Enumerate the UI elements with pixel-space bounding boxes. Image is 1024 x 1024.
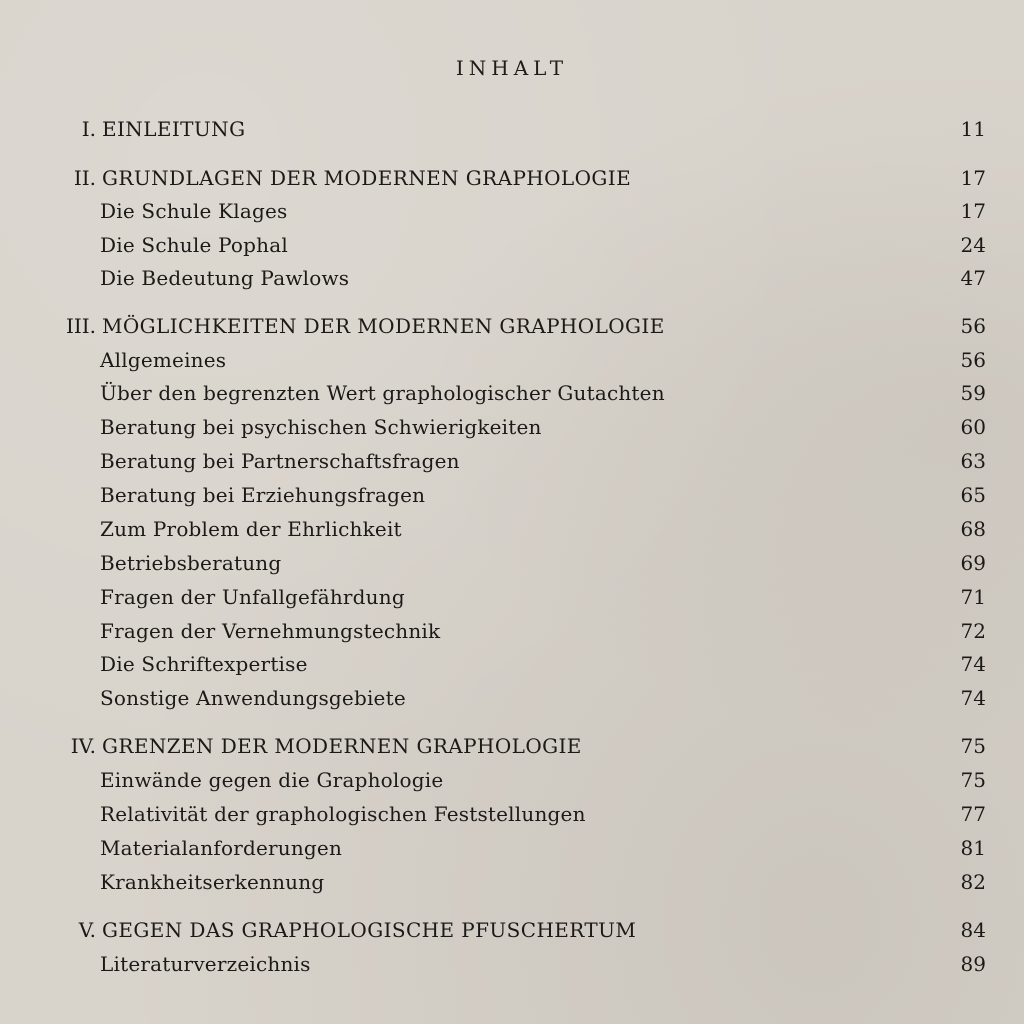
chapter-title: GEGEN DAS GRAPHOLOGISCHE PFUSCHERTUM	[102, 918, 637, 942]
page-number: 60	[960, 415, 986, 439]
page-number: 72	[960, 619, 986, 643]
toc-chapter	[0, 114, 1024, 144]
entry-title: Die Schule Klages	[100, 199, 288, 223]
chapter-numeral: IV.	[70, 734, 96, 758]
toc-entry	[0, 263, 1024, 293]
chapter-title: EINLEITUNG	[102, 117, 246, 141]
chapter-numeral: I.	[81, 117, 96, 141]
toc-chapter	[0, 311, 1024, 341]
entry-title: Materialanforderungen	[100, 836, 343, 860]
entry-title: Einwände gegen die Graphologie	[100, 768, 444, 792]
toc-entry	[0, 446, 1024, 476]
toc-entry	[0, 867, 1024, 897]
page-number: 17	[960, 199, 986, 223]
entry-title: Krankheitserkennung	[100, 870, 325, 894]
chapter-numeral: III.	[65, 314, 96, 338]
page-number: 81	[960, 836, 986, 860]
entry-title: Über den begrenzten Wert graphologischer Gutachten	[100, 381, 665, 405]
toc-chapter	[0, 163, 1024, 193]
entry-title: Die Schriftexpertise	[100, 652, 308, 676]
entry-title: Beratung bei Erziehungsfragen	[100, 483, 426, 507]
toc-entry	[0, 649, 1024, 679]
page-number: 82	[960, 870, 986, 894]
page-number: 69	[960, 551, 986, 575]
toc-entry	[0, 683, 1024, 713]
page-number: 47	[960, 266, 986, 290]
page-number: 65	[960, 483, 986, 507]
entry-title: Zum Problem der Ehrlichkeit	[100, 517, 402, 541]
page-number: 75	[960, 768, 986, 792]
toc-entry	[0, 833, 1024, 863]
page-number: 89	[960, 952, 986, 976]
toc-entry	[0, 514, 1024, 544]
toc-entry	[0, 949, 1024, 979]
toc-chapter	[0, 731, 1024, 761]
entry-title: Die Schule Pophal	[100, 233, 288, 257]
page-number: 84	[960, 918, 986, 942]
toc-entry	[0, 616, 1024, 646]
chapter-title: GRUNDLAGEN DER MODERNEN GRAPHOLOGIE	[102, 166, 632, 190]
toc-entry	[0, 412, 1024, 442]
toc-entry	[0, 480, 1024, 510]
page-number: 68	[960, 517, 986, 541]
entry-title: Fragen der Unfallgefährdung	[100, 585, 405, 609]
toc-entry	[0, 378, 1024, 408]
chapter-numeral: II.	[73, 166, 96, 190]
toc-entry	[0, 230, 1024, 260]
page-number: 24	[960, 233, 986, 257]
entry-title: Sonstige Anwendungsgebiete	[100, 686, 406, 710]
entry-title: Fragen der Vernehmungstechnik	[100, 619, 441, 643]
toc-entry	[0, 196, 1024, 226]
entry-title: Relativität der graphologischen Feststellungen	[100, 802, 586, 826]
page-number: 74	[960, 652, 986, 676]
page-number: 75	[960, 734, 986, 758]
chapter-numeral: V.	[78, 918, 96, 942]
page-number: 63	[960, 449, 986, 473]
page-number: 17	[960, 166, 986, 190]
toc-entry	[0, 799, 1024, 829]
chapter-title: GRENZEN DER MODERNEN GRAPHOLOGIE	[102, 734, 582, 758]
page-number: 11	[960, 117, 986, 141]
entry-title: Beratung bei psychischen Schwierigkeiten	[100, 415, 542, 439]
entry-title: Beratung bei Partnerschaftsfragen	[100, 449, 460, 473]
entry-title: Betriebsberatung	[100, 551, 282, 575]
entry-title: Literaturverzeichnis	[100, 952, 311, 976]
toc-entry	[0, 345, 1024, 375]
toc-chapter	[0, 915, 1024, 945]
toc-entry	[0, 548, 1024, 578]
page-number: 56	[960, 314, 986, 338]
page-title: INHALT	[455, 56, 569, 80]
page-number: 74	[960, 686, 986, 710]
entry-title: Die Bedeutung Pawlows	[100, 266, 350, 290]
page-number: 59	[960, 381, 986, 405]
page-number: 71	[960, 585, 986, 609]
page-number: 77	[960, 802, 986, 826]
toc-entry	[0, 582, 1024, 612]
chapter-title: MÖGLICHKEITEN DER MODERNEN GRAPHOLOGIE	[102, 314, 665, 338]
toc-entry	[0, 765, 1024, 795]
page-number: 56	[960, 348, 986, 372]
entry-title: Allgemeines	[100, 348, 227, 372]
